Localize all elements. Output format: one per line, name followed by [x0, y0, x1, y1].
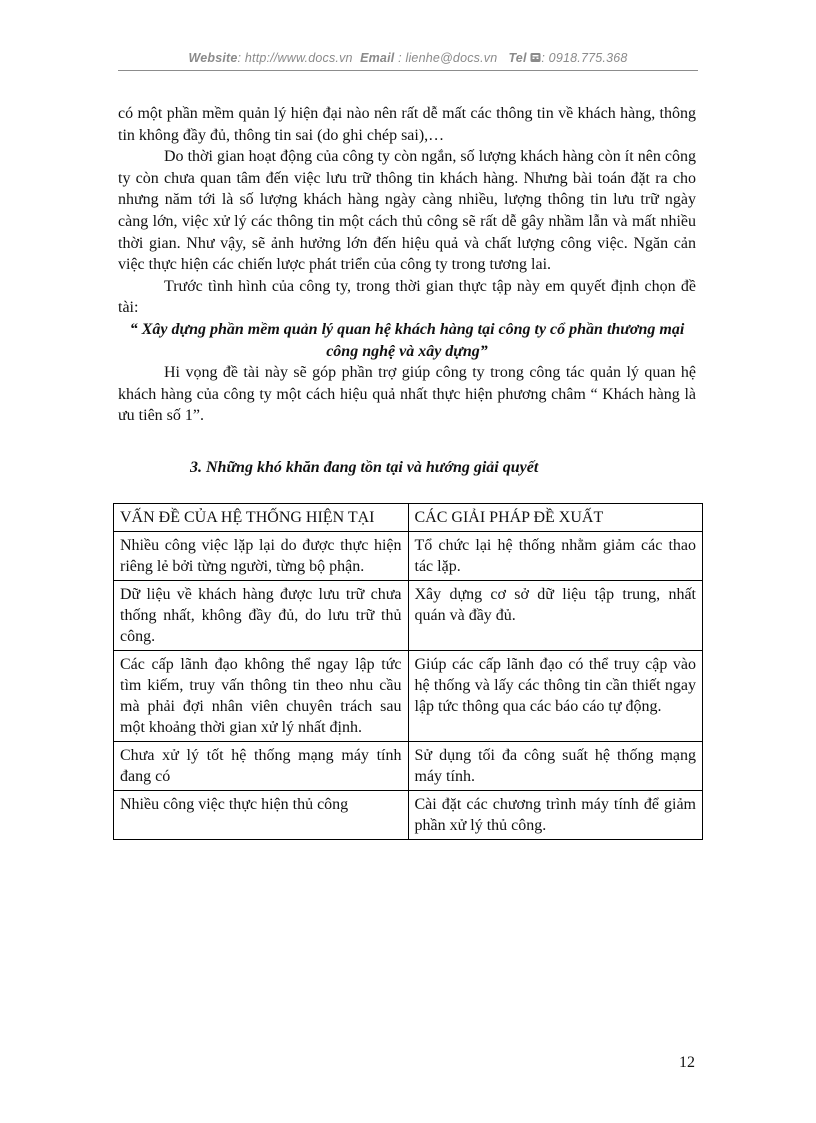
problem-cell: Nhiều công việc lặp lại do được thực hiện riêng lẻ bởi từng người, từng bộ phận.: [114, 532, 409, 581]
table-row: [114, 532, 703, 581]
section-heading: 3. Những khó khăn đang tồn tại và hướng giải quyết: [190, 459, 539, 476]
problem-cell: Dữ liệu về khách hàng được lưu trữ chưa thống nhất, không đầy đủ, do lưu trữ thủ công.: [114, 581, 409, 651]
table-row: [114, 791, 703, 840]
table-header-cell: CÁC GIẢI PHÁP ĐỀ XUẤT: [408, 504, 703, 532]
solution-cell: Xây dựng cơ sở dữ liệu tập trung, nhất quán và đầy đủ.: [408, 581, 703, 651]
problem-cell: Các cấp lãnh đạo không thể ngay lập tức tìm kiếm, truy vấn thông tin theo nhu cầu mà phải đợi nhân viên chuyên trách sau một khoảng thời gian xử lý nhất định.: [114, 651, 409, 742]
paragraph-2: Do thời gian hoạt động của công ty còn ngắn, số lượng khách hàng còn ít nên công ty còn chưa quan tâm đến việc lưu trữ thông tin khách hàng. Nhưng bài toán đặt ra cho nhưng năm tới là số lượng khách hàng ngày càng nhiều, lượng thông tin lưu trữ ngày càng lớn, việc xử lý các thông tin một cách thủ công sẽ rất dễ gây nhầm lẫn và mất nhiều thời gian. Như vậy, sẽ ảnh hưởng lớn đến hiệu quả và chất lượng công việc. Ngăn cản việc thực hiện các chiến lược phát triển của công ty trong tương lai.: [118, 148, 696, 274]
table-row: [114, 581, 703, 651]
table-header-cell: VẤN ĐỀ CỦA HỆ THỐNG HIỆN TẠI: [114, 504, 409, 532]
thesis-title: “ Xây dựng phần mềm quản lý quan hệ khách hàng tại công ty cổ phần thương mại công nghệ và xây dựng”: [129, 320, 685, 360]
body-text: [118, 103, 696, 427]
email-label: Email: [360, 51, 395, 65]
page-number: 12: [679, 1054, 695, 1071]
problems-solutions-table: [113, 503, 703, 840]
page-header: [118, 51, 698, 65]
table-header-row: [114, 504, 703, 532]
website-label: Website: [188, 51, 238, 65]
table-row: [114, 742, 703, 791]
solution-cell: Cài đặt các chương trình máy tính để giảm phần xử lý thủ công.: [408, 791, 703, 840]
paragraph-3: Trước tình hình của công ty, trong thời gian thực tập này em quyết định chọn đề tài:: [118, 277, 696, 317]
problem-cell: Chưa xử lý tốt hệ thống mạng máy tính đang có: [114, 742, 409, 791]
solution-cell: Tổ chức lại hệ thống nhằm giảm các thao tác lặp.: [408, 532, 703, 581]
phone-icon: [530, 52, 541, 63]
table-row: [114, 651, 703, 742]
website-value: : http://www.docs.vn: [237, 51, 353, 65]
solution-cell: Giúp các cấp lãnh đạo có thể truy cập vào hệ thống và lấy các thông tin cần thiết ngay lập tức thông qua các báo cáo tự động.: [408, 651, 703, 742]
paragraph-1: có một phần mềm quản lý hiện đại nào nên rất dễ mất các thông tin về khách hàng, thông tin không đầy đủ, thông tin sai (do ghi chép sai),…: [118, 105, 696, 144]
header-divider: [118, 70, 698, 71]
paragraph-4: Hi vọng đề tài này sẽ góp phần trợ giúp công ty trong công tác quản lý quan hệ khách hàng của công ty một cách hiệu quả nhất thực hiện phương châm “ Khách hàng là ưu tiên số 1”.: [118, 364, 696, 425]
solution-cell: Sử dụng tối đa công suất hệ thống mạng máy tính.: [408, 742, 703, 791]
problem-cell: Nhiều công việc thực hiện thủ công: [114, 791, 409, 840]
tel-value: : 0918.775.368: [541, 51, 628, 65]
tel-label: Tel: [508, 51, 527, 65]
email-value: : lienhe@docs.vn: [398, 51, 498, 65]
